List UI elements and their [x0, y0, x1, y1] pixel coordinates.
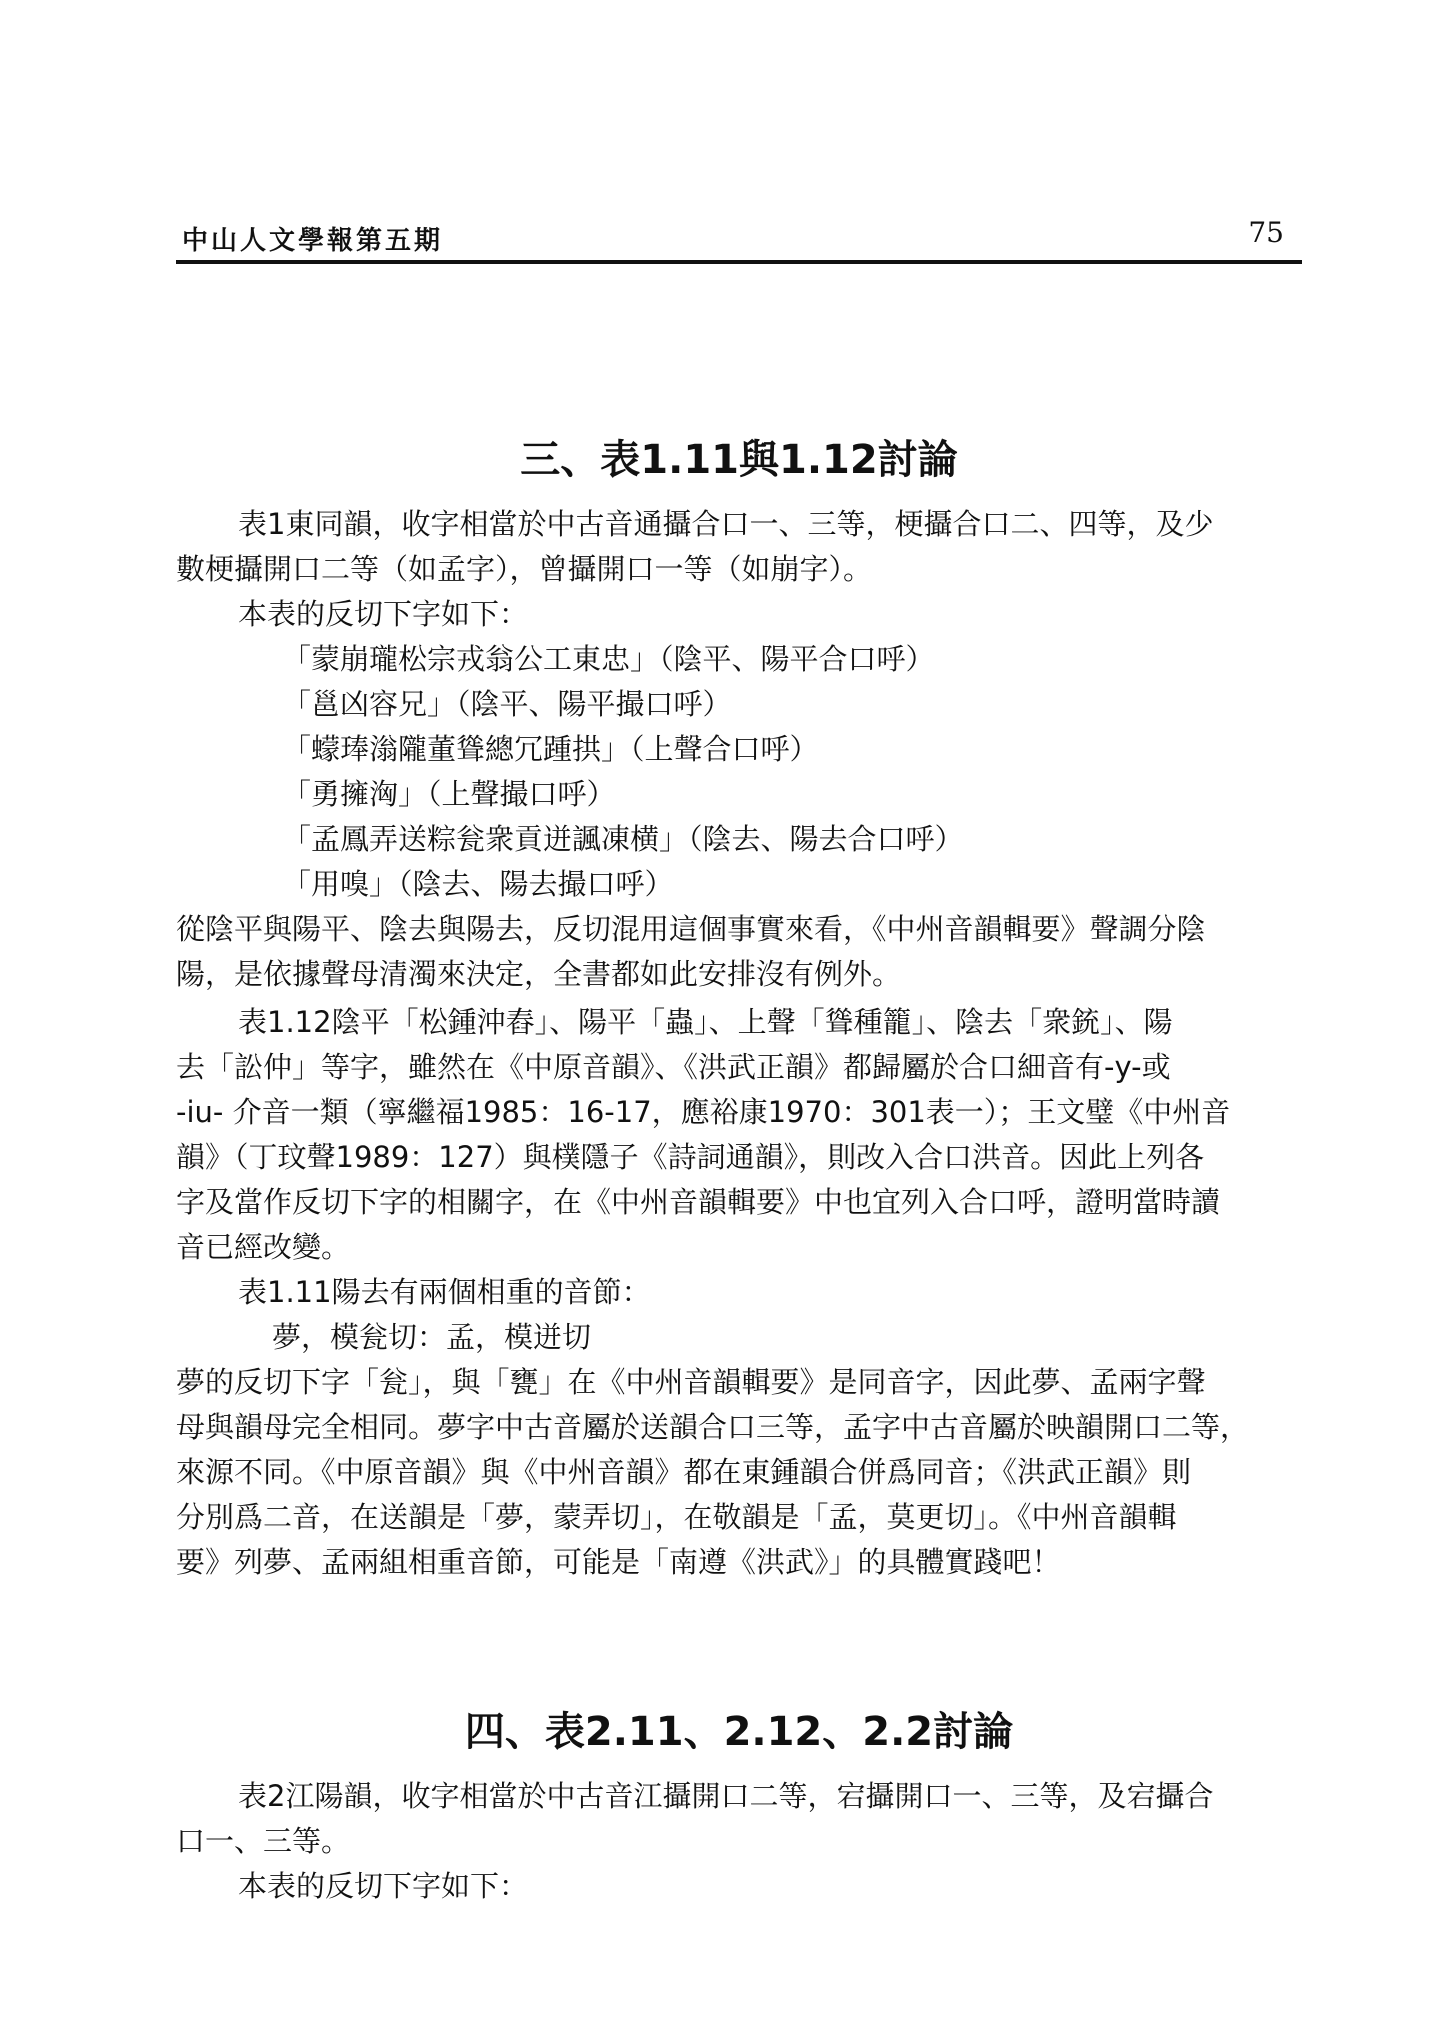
- paragraph-line: 口一、三等。: [176, 1824, 351, 1858]
- fanqie-list-item: 「蒙崩瓏松宗戎翁公工東忠」（陰平、陽平合口呼）: [282, 642, 935, 676]
- paragraph-line: 表1東同韻，收字相當於中古音通攝合口一、三等，梗攝合口二、四等，及少: [238, 507, 1214, 541]
- page-number: 75: [1248, 216, 1284, 249]
- paragraph-line: 從陰平與陽平、陰去與陽去，反切混用這個事實來看，《中州音韻輯要》聲調分陰: [176, 912, 1206, 946]
- paragraph-line: 表2江陽韻，收字相當於中古音江攝開口二等，宕攝開口一、三等，及宕攝合: [238, 1779, 1214, 1813]
- paragraph-line: 本表的反切下字如下：: [238, 597, 529, 631]
- paragraph-line: 來源不同。《中原音韻》與《中州音韻》都在東鍾韻合併爲同音；《洪武正韻》則: [176, 1455, 1192, 1489]
- example-line: 夢，模瓮切：孟，模迸切: [272, 1320, 592, 1354]
- paragraph-line: 音已經改變。: [176, 1230, 351, 1264]
- fanqie-list-item: 「孟鳳弄送粽瓮衆貢迸諷凍横」（陰去、陽去合口呼）: [282, 822, 964, 856]
- paragraph-line: 夢的反切下字「瓮」，與「甕」在《中州音韻輯要》是同音字，因此夢、孟兩字聲: [176, 1365, 1206, 1399]
- paragraph-line: 去「訟仲」等字，雖然在《中原音韻》、《洪武正韻》都歸屬於合口細音有-y-或: [176, 1050, 1171, 1084]
- paragraph-line: 字及當作反切下字的相關字，在《中州音韻輯要》中也宜列入合口呼，證明當時讀: [176, 1185, 1221, 1219]
- running-header: [176, 216, 1302, 264]
- paragraph-line: 表1.12陰平「松鍾沖舂」、陽平「蟲」、上聲「聳種籠」、陰去「衆銃」、陽: [238, 1005, 1173, 1039]
- paragraph-line: 韻》（丁玟聲1989：127）與樸隱子《詩詞通韻》，則改入合口洪音。因此上列各: [176, 1140, 1205, 1174]
- journal-title: 中山人文學報第五期: [182, 226, 444, 256]
- fanqie-list-item: 「用嗅」（陰去、陽去撮口呼）: [282, 867, 674, 901]
- paragraph-line: 分別爲二音，在送韻是「夢，蒙弄切」，在敬韻是「孟，莫更切」。《中州音韻輯: [176, 1500, 1177, 1534]
- section-heading-3: 三、表1.11與1.12討論: [520, 437, 958, 483]
- paragraph-line: 陽，是依據聲母清濁來決定，全書都如此安排沒有例外。: [176, 957, 902, 991]
- paragraph-line: -iu- 介音一類（寧繼福1985：16-17，應裕康1970：301表一）；王文璧《中州音: [176, 1095, 1231, 1129]
- fanqie-list-item: 「勇擁洶」（上聲撮口呼）: [282, 777, 616, 811]
- fanqie-list-item: 「邕凶容兄」（陰平、陽平撮口呼）: [282, 687, 732, 721]
- section-heading-4: 四、表2.11、2.12、2.2討論: [464, 1709, 1014, 1755]
- fanqie-list-item: 「蠓琫滃隴董聳總冗踵拱」（上聲合口呼）: [282, 732, 819, 766]
- paragraph-line: 表1.11陽去有兩個相重的音節：: [238, 1275, 651, 1309]
- paragraph-line: 本表的反切下字如下：: [238, 1869, 529, 1903]
- paragraph-line: 母與韻母完全相同。夢字中古音屬於送韻合口三等，孟字中古音屬於映韻開口二等，: [176, 1410, 1250, 1444]
- paragraph-line: 數梗攝開口二等（如孟字），曾攝開口一等（如崩字）。: [176, 552, 873, 586]
- paragraph-line: 要》列夢、孟兩組相重音節，可能是「南遵《洪武》」的具體實踐吧！: [176, 1545, 1061, 1579]
